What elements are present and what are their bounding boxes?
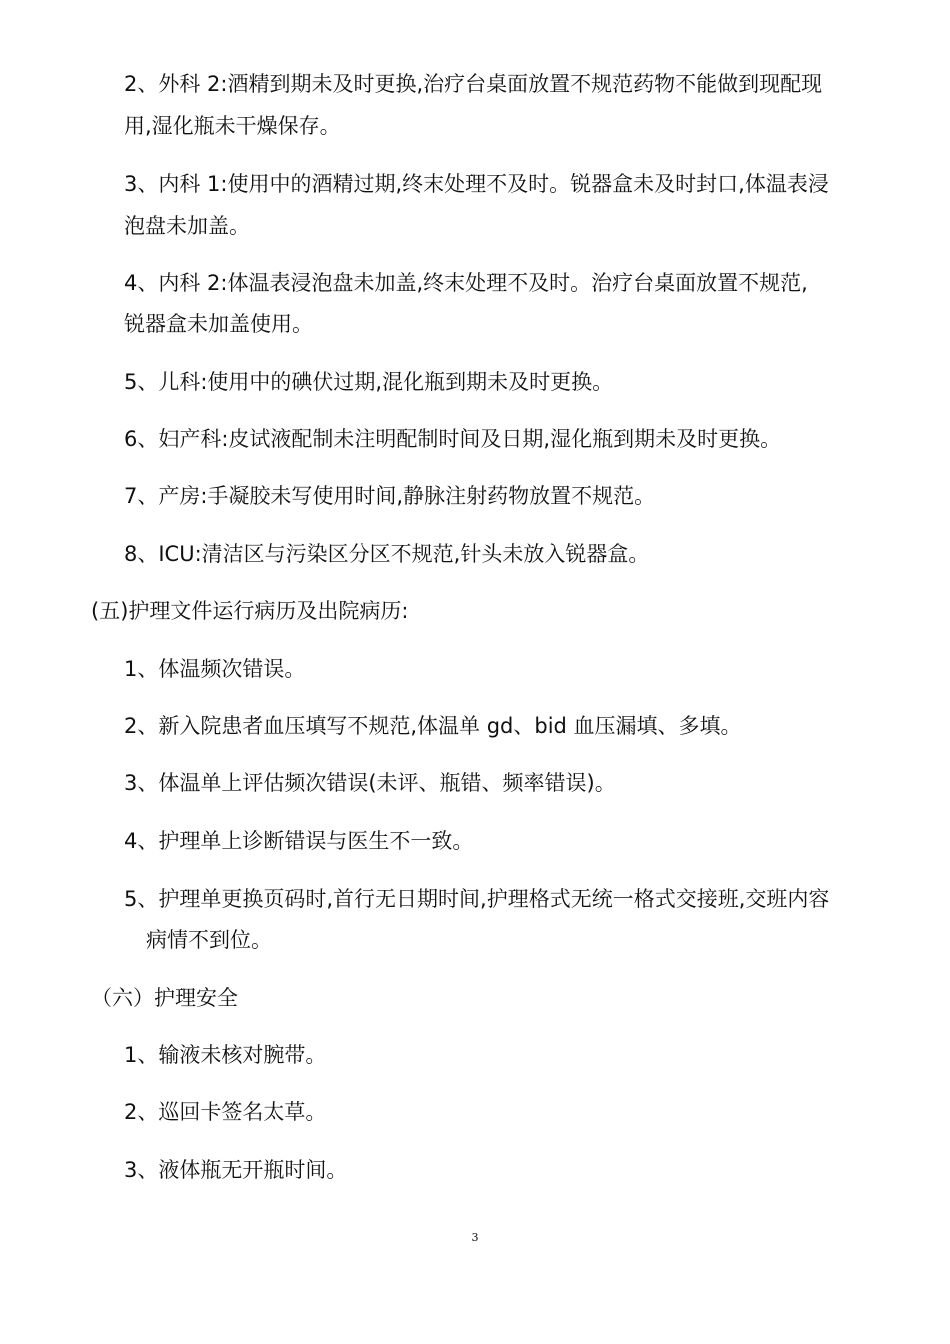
- section-heading: (五)护理文件运行病历及出院病历:: [91, 599, 409, 623]
- list-item: 6、妇产科:皮试液配制未注明配制时间及日期,湿化瓶到期未及时更换。: [124, 427, 782, 451]
- list-item: 5、儿科:使用中的碘伏过期,混化瓶到期未及时更换。: [124, 370, 614, 394]
- list-item: 3、液体瓶无开瓶时间。: [124, 1158, 348, 1182]
- list-item-continuation: 病情不到位。: [146, 928, 272, 952]
- list-item: 7、产房:手凝胶未写使用时间,静脉注射药物放置不规范。: [124, 484, 656, 508]
- list-item: 1、输液未核对腕带。: [124, 1043, 327, 1067]
- section-heading: （六）护理安全: [91, 986, 238, 1010]
- list-item-continuation: 泡盘未加盖。: [124, 214, 250, 238]
- list-item: 4、护理单上诊断错误与医生不一致。: [124, 829, 474, 853]
- list-item: 1、体温频次错误。: [124, 657, 306, 681]
- list-item-continuation: 用,湿化瓶未干燥保存。: [124, 114, 341, 138]
- list-item: 2、外科 2:酒精到期未及时更换,治疗台桌面放置不规范药物不能做到现配现: [124, 72, 823, 96]
- list-item: 3、内科 1:使用中的酒精过期,终末处理不及时。锐器盒未及时封口,体温表浸: [124, 172, 829, 196]
- list-item: 4、内科 2:体温表浸泡盘未加盖,终末处理不及时。治疗台桌面放置不规范,: [124, 271, 808, 295]
- page-number: 3: [471, 1231, 479, 1244]
- list-item: 5、护理单更换页码时,首行无日期时间,护理格式无统一格式交接班,交班内容: [124, 887, 830, 911]
- list-item: 2、巡回卡签名太草。: [124, 1100, 327, 1124]
- list-item: 8、ICU:清洁区与污染区分区不规范,针头未放入锐器盒。: [124, 542, 650, 566]
- list-item: 3、体温单上评估频次错误(未评、瓶错、频率错误)。: [124, 771, 616, 795]
- list-item: 2、新入院患者血压填写不规范,体温单 gd、bid 血压漏填、多填。: [124, 714, 742, 738]
- list-item-continuation: 锐器盒未加盖使用。: [124, 312, 313, 336]
